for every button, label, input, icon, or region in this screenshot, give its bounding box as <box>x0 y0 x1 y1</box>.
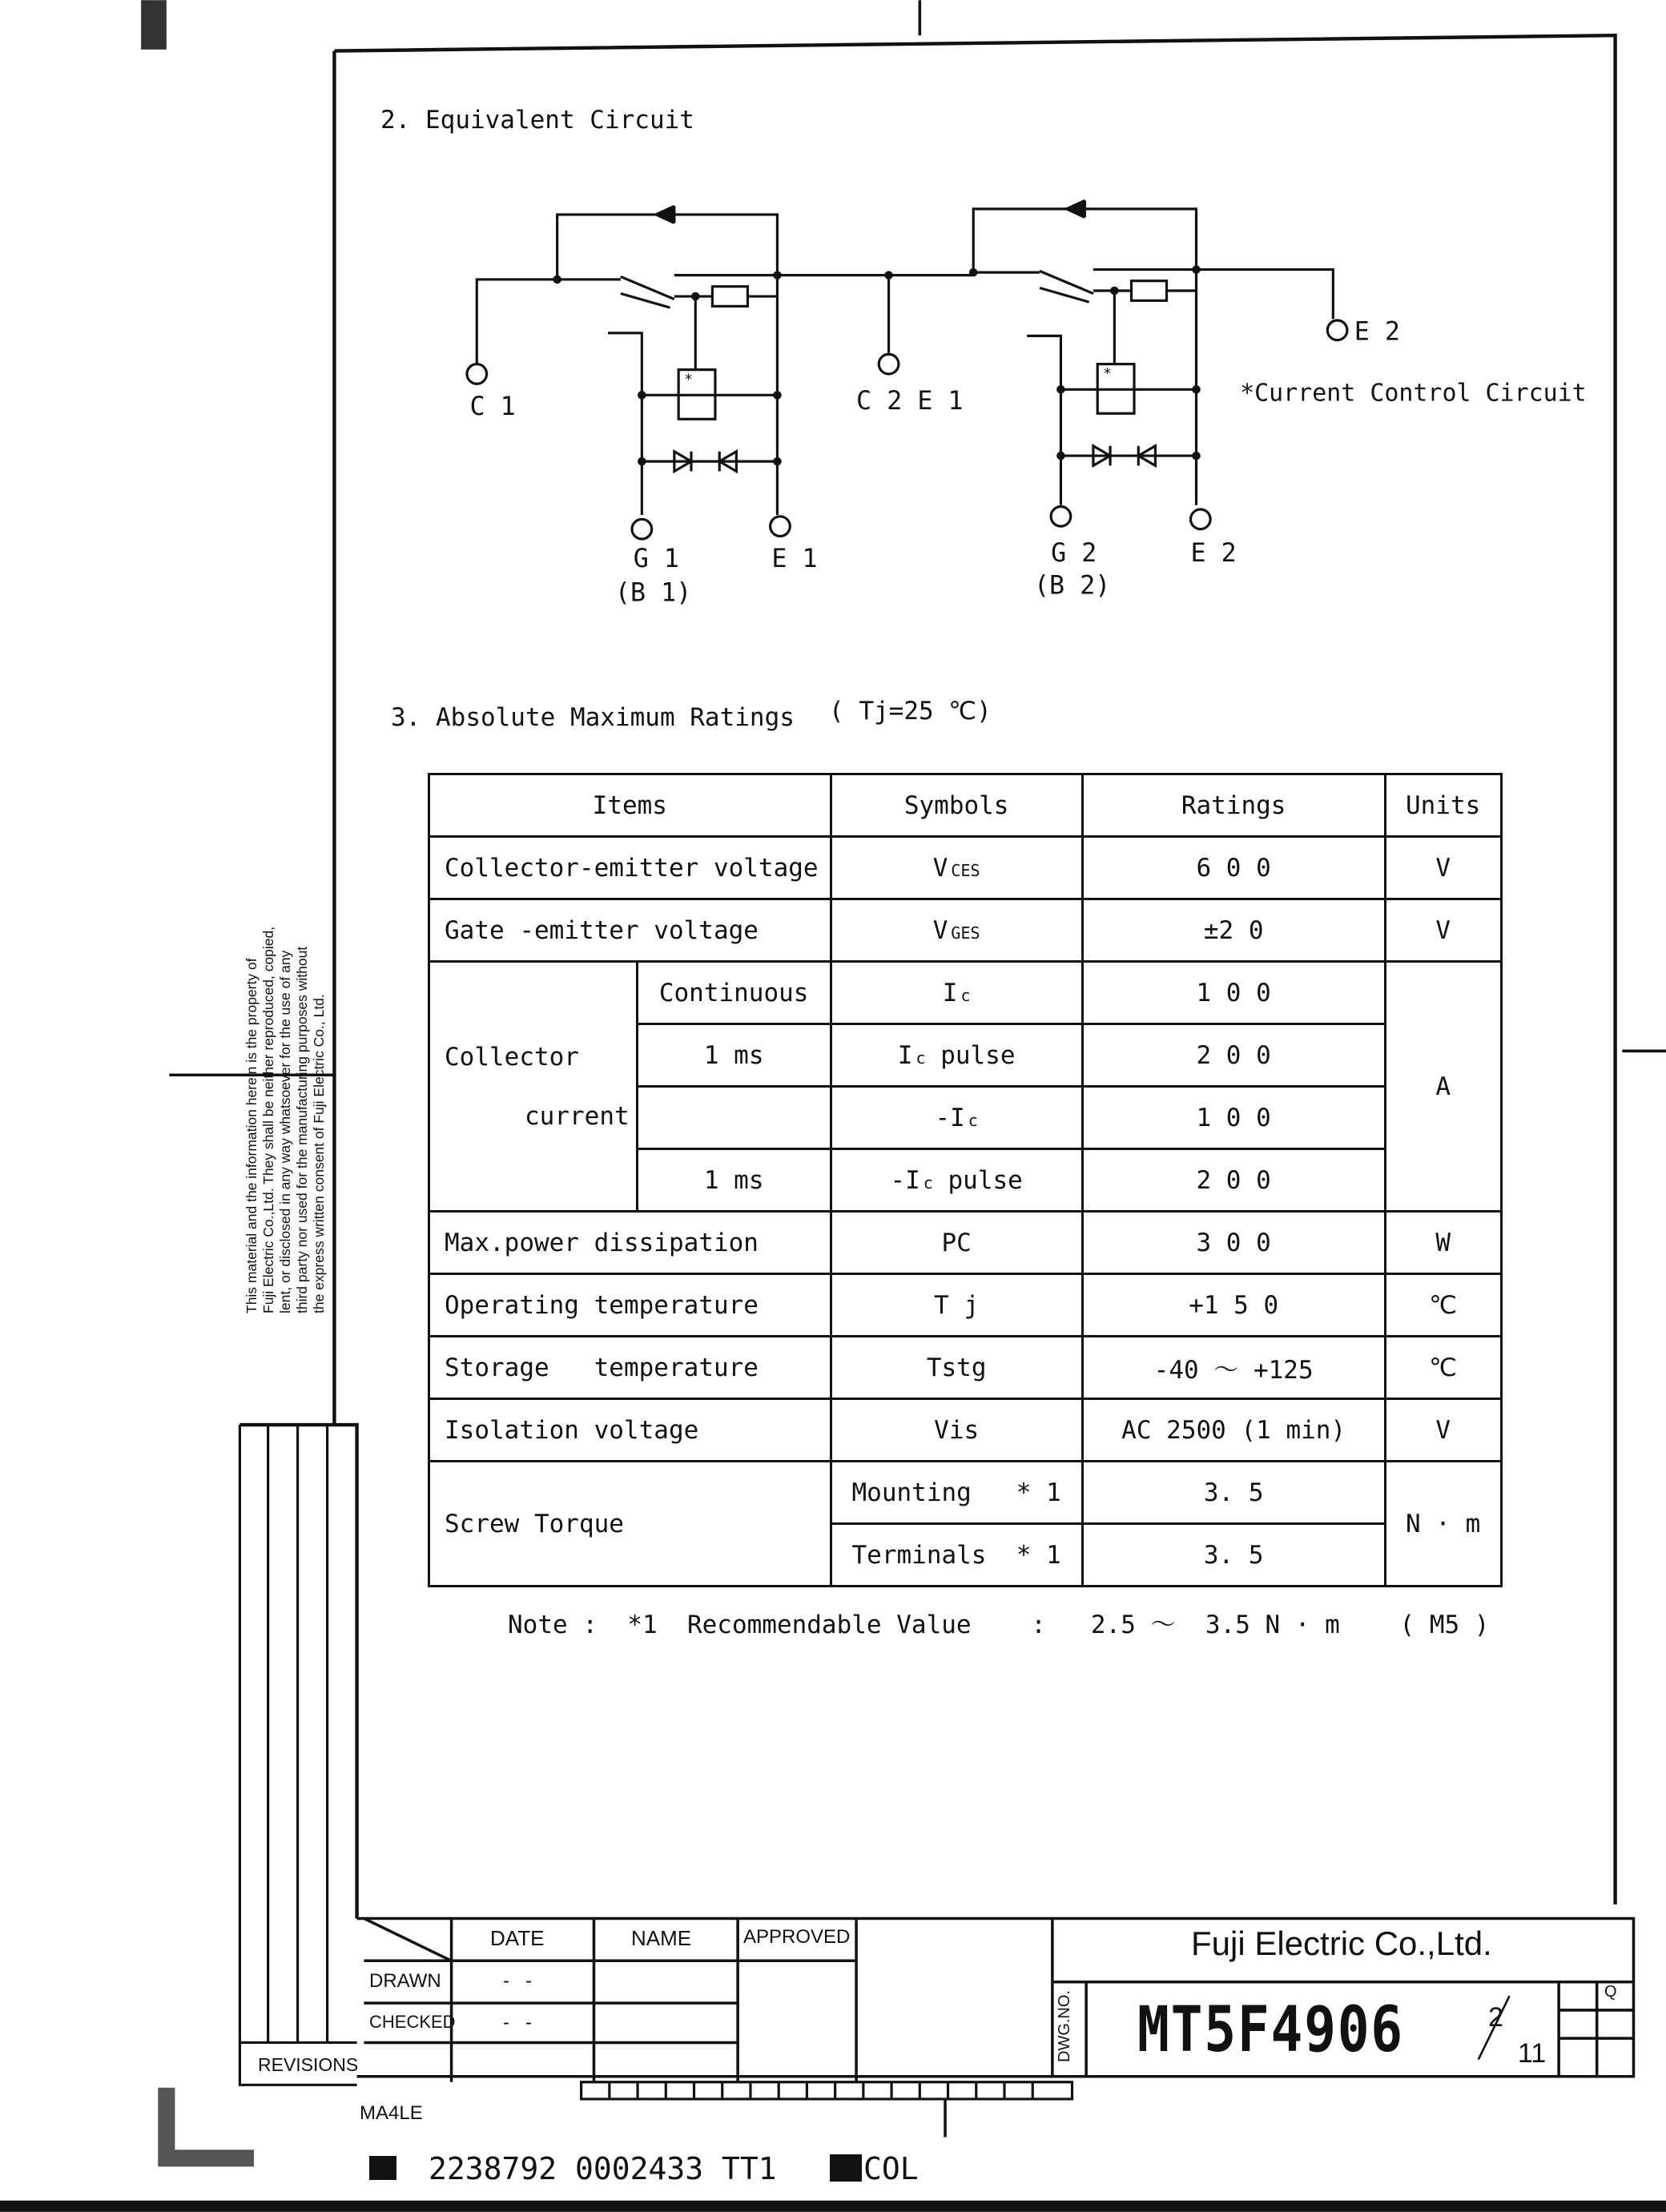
checked-label: CHECKED <box>369 2012 456 2032</box>
sheet-total: 11 <box>1518 2038 1547 2069</box>
torque-note: Note : *1 Recommendable Value : 2.5 ～ 3.5 N · m ( M5 ) <box>508 1611 1490 1639</box>
table-row: Storage temperature Tstg -40 ～ +125 ℃ <box>429 1337 1502 1399</box>
circuit-module-1 <box>467 206 978 539</box>
form-code: MA4LE <box>360 2102 423 2124</box>
black-mark <box>369 2156 396 2180</box>
terminal-c1: C 1 <box>469 392 516 422</box>
star-2: * <box>1103 366 1112 383</box>
terminal-g2: G 2 <box>1051 539 1097 569</box>
drawn-label: DRAWN <box>369 1970 441 1992</box>
table-row: Collector current Continuous I c 1 0 0 A <box>429 962 1502 1024</box>
drawn-date: - - <box>503 1970 532 1992</box>
table-row: Max.power dissipation PC 3 0 0 W <box>429 1212 1502 1274</box>
terminal-g1: G 1 <box>633 545 680 574</box>
terminal-e2: E 2 <box>1190 539 1237 569</box>
circuit-module-2 <box>973 200 1347 529</box>
corner-mark <box>141 0 167 50</box>
section-2-title: 2. Equivalent Circuit <box>380 106 694 135</box>
table-header: Items Symbols Ratings Units <box>429 774 1502 837</box>
black-mark-2 <box>830 2154 862 2182</box>
revisions-label: REVISIONS <box>258 2054 359 2075</box>
absolute-maximum-ratings-table <box>428 773 1503 1587</box>
table-row: Isolation voltage Vis AC 2500 (1 min) V <box>429 1399 1502 1462</box>
date-header: DATE <box>490 1926 545 1950</box>
q-label: Q <box>1604 1983 1617 2001</box>
sheet-number: 2 <box>1488 2002 1503 2033</box>
terminal-b1: (B 1) <box>614 578 692 608</box>
table-row: 1 ms I c pulse 2 0 0 <box>429 1024 1502 1087</box>
col-label: COL <box>863 2151 919 2186</box>
star-1: * <box>684 372 693 388</box>
terminal-e1: E 1 <box>771 545 818 574</box>
name-header: NAME <box>631 1926 692 1950</box>
approved-header: APPROVED <box>743 1926 851 1948</box>
drawing-number: MT5F4906 <box>1137 1994 1404 2066</box>
terminal-c2e1: C 2 E 1 <box>856 386 964 416</box>
scan-code: 2238792 0002433 TT1 <box>429 2151 777 2186</box>
confidentiality-notice: This material and the information herein is the property of Fuji Electric Co.,Ltd. They shall be neither reproduced, copied, lent, or disclosed in any way whatsoever for the use of any third party nor used for the manufacturing purposes without the express written consent of Fuji Electric Co., Ltd. <box>243 926 327 1313</box>
current-control-note: *Current Control Circuit <box>1240 379 1587 408</box>
ratings-condition: ( Tj=25 ℃) <box>829 697 992 726</box>
terminal-e2-main: E 2 <box>1354 317 1401 347</box>
company-name: Fuji Electric Co.,Ltd. <box>1191 1924 1492 1962</box>
section-3-title: 3. Absolute Maximum Ratings <box>391 703 795 732</box>
table-row: Operating temperature T j +1 5 0 ℃ <box>429 1274 1502 1337</box>
table-row: Terminals * 1 3. 5 <box>429 1524 1502 1587</box>
dwg-no-label: DWG.NO. <box>1056 1990 1073 2062</box>
table-row: -I c 1 0 0 <box>429 1087 1502 1149</box>
table-row: Screw Torque Mounting * 1 3. 5 N · m <box>429 1462 1502 1524</box>
table-row: Collector-emitter voltage V CES 6 0 0 V <box>429 837 1502 899</box>
terminal-b2: (B 2) <box>1033 571 1111 601</box>
table-row: Gate -emitter voltage V GES ±2 0 V <box>429 899 1502 962</box>
table-row: 1 ms -I c pulse 2 0 0 <box>429 1149 1502 1212</box>
checked-date: - - <box>503 2012 532 2033</box>
